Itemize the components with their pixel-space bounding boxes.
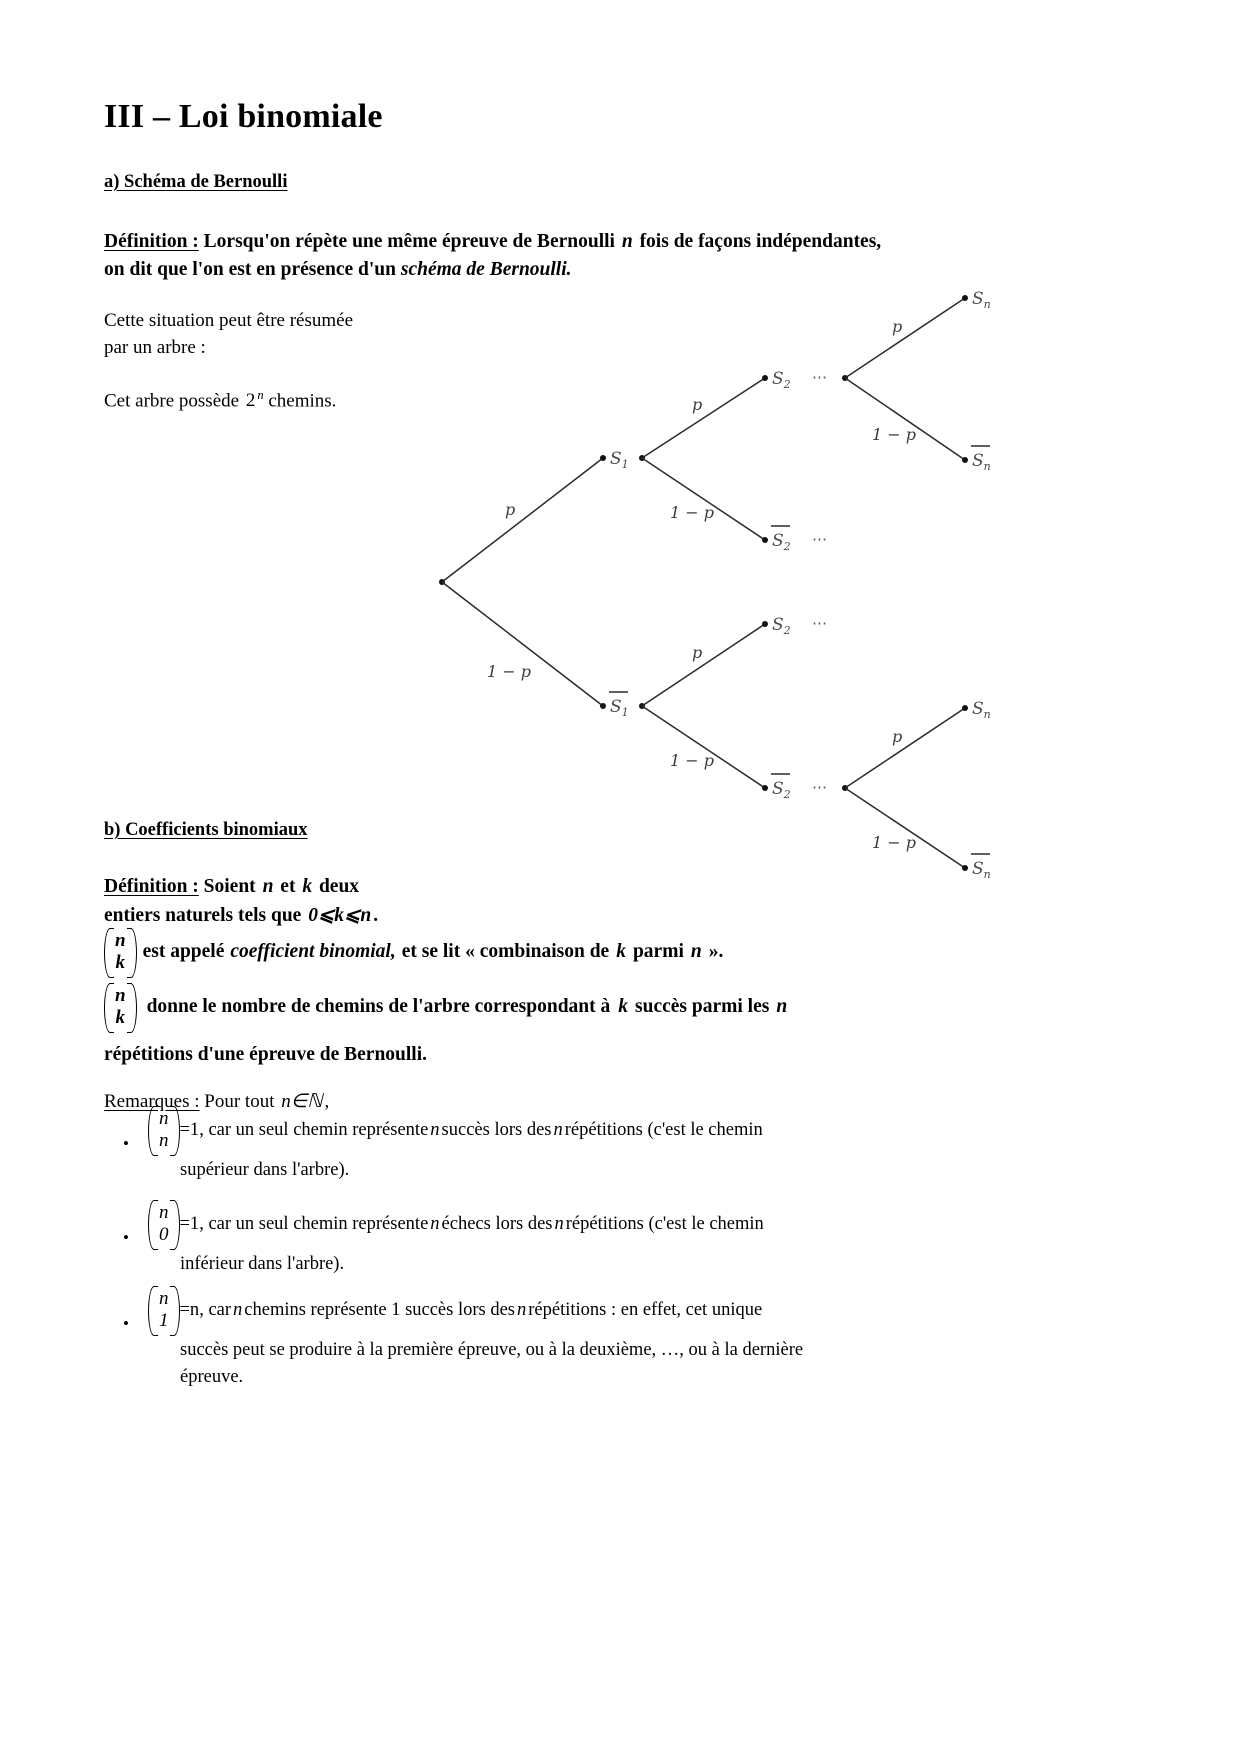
bullet2-equals: =1 xyxy=(179,1213,200,1234)
definition-label-a: Définition : xyxy=(104,231,199,252)
remark-bullet-2 xyxy=(104,1202,994,1278)
edge-label-1minusp-sn-bottom-down: 1 − p xyxy=(872,833,916,852)
remarks-intro-b: , xyxy=(324,1091,330,1112)
binomial-coefficient-tail: répétitions d'une épreuve de Bernoulli. xyxy=(104,1044,428,1065)
section-heading-a: a) Schéma de Bernoulli xyxy=(104,172,288,192)
edge-label-p-s1bar-up: p xyxy=(692,643,703,662)
binom-n-choose-0 xyxy=(148,1202,180,1246)
coef2-text-b: succès parmi les xyxy=(635,996,770,1017)
paths-base: 2 xyxy=(245,390,256,412)
bullet-marker-2: • xyxy=(123,1228,129,1247)
bullet2-text-a: , car un seul chemin représente xyxy=(199,1213,429,1234)
definition-text-b1b: deux xyxy=(318,876,360,897)
definition-emph-a: schéma de Bernoulli. xyxy=(400,259,572,280)
bullet1-binom-bottom: n xyxy=(159,1130,169,1151)
definition-and: et xyxy=(280,876,296,897)
bullet3-continuation: succès peut se produire à la première épreuve, ou à la deuxième, …, ou à la dernière xyxy=(180,1340,804,1360)
node-label-S2-bottom: $S_2$ xyxy=(772,615,791,637)
definition-text-b1a: Soient xyxy=(203,876,256,897)
definition-var-n-b: n xyxy=(262,876,274,897)
coef1-var-k: k xyxy=(616,941,626,962)
paths-exponent: n xyxy=(257,388,264,402)
edge-label-p-sn-top-up: p xyxy=(892,317,903,336)
coef1-text-d: ». xyxy=(708,941,724,962)
binomial-coefficient-statement-1 xyxy=(104,930,964,974)
bullet3-var-2: n xyxy=(517,1299,527,1320)
tree-note-line1: Cette situation peut être résumée xyxy=(104,310,354,331)
bullet3-text-a: , car xyxy=(199,1299,232,1320)
edge-label-1minusp-s1-down: 1 − p xyxy=(670,503,714,522)
node-label-S2-top: $S_2$ xyxy=(772,369,791,391)
paths-text-2: chemins. xyxy=(268,390,337,412)
section-heading-b: b) Coefficients binomiaux xyxy=(104,820,308,840)
edge-label-p-s1-up: p xyxy=(692,395,703,414)
paths-text-1: Cet arbre possède xyxy=(104,390,240,412)
node-label-S1bar: $S_1$ xyxy=(610,697,629,719)
bullet2-text-b: échecs lors des xyxy=(441,1213,553,1234)
binom-top-1: n xyxy=(115,930,126,951)
page-title: III – Loi binomiale xyxy=(104,98,383,135)
ellipsis-top-2: ⋯ xyxy=(812,530,828,548)
ellipsis-top: ⋯ xyxy=(812,368,828,386)
bullet2-var-1: n xyxy=(430,1213,440,1234)
binom-n-choose-k-1 xyxy=(104,930,137,974)
bullet-marker-3: • xyxy=(123,1314,129,1333)
binom-bottom-1: k xyxy=(115,952,126,973)
bernoulli-tree-diagram xyxy=(420,270,1030,890)
bullet1-var-1: n xyxy=(430,1119,440,1140)
bullet1-text-c: répétitions (c'est le chemin xyxy=(564,1119,763,1140)
remark-bullet-1 xyxy=(104,1108,994,1184)
definition-text-a2: fois de façons indépendantes, on dit que l'on est en présence d'un xyxy=(104,231,882,280)
coef2-var-n: n xyxy=(776,996,788,1017)
coef2-text-a: donne le nombre de chemins de l'arbre correspondant à xyxy=(146,996,611,1017)
definition-binomial-coefficient xyxy=(104,872,524,930)
bullet3-continuation-2: épreuve. xyxy=(180,1367,244,1387)
bullet3-equals: =n xyxy=(179,1299,200,1320)
coef1-text-b: et se lit « combinaison de xyxy=(401,941,610,962)
bullet3-var-1: n xyxy=(233,1299,243,1320)
definition-text-a1: Lorsqu'on répète une même épreuve de Bernoulli xyxy=(203,231,615,252)
bullet1-text-a: , car un seul chemin représente xyxy=(199,1119,429,1140)
edge-label-1minusp-sn-top-down: 1 − p xyxy=(872,425,916,444)
binomial-coefficient-statement-2 xyxy=(104,985,1004,1029)
node-label-Snbar-bottom: $S_n$ xyxy=(972,859,991,881)
bullet3-text-c: répétitions : en effet, cet unique xyxy=(528,1299,763,1320)
bullet3-binom-bottom: 1 xyxy=(159,1310,169,1331)
definition-var-n: n xyxy=(621,231,633,252)
coef1-var-n: n xyxy=(690,941,702,962)
binom-n-choose-n xyxy=(148,1108,180,1152)
edge-label-1minusp-root-down: 1 − p xyxy=(487,662,531,681)
definition-text-b2a: entiers naturels tels que xyxy=(104,905,302,926)
definition-condition: 0⩽k⩽n xyxy=(308,905,372,926)
remarks-intro-var: n∈ℕ xyxy=(281,1091,323,1112)
bullet2-binom-top: n xyxy=(159,1202,169,1223)
edge-label-p-root-up: p xyxy=(505,500,516,519)
bullet1-var-2: n xyxy=(553,1119,563,1140)
ellipsis-bottom-2: ⋯ xyxy=(812,778,828,796)
node-label-Sn-bottom: $S_n$ xyxy=(972,699,991,721)
node-label-Sn-top: $S_n$ xyxy=(972,289,991,311)
bullet1-binom-top: n xyxy=(159,1108,169,1129)
tree-note-line2: par un arbre : xyxy=(104,337,206,358)
remarks-label: Remarques : xyxy=(104,1091,200,1112)
binom-top-2: n xyxy=(115,985,126,1006)
binom-bottom-2: k xyxy=(115,1007,126,1028)
coef1-text-a: est appelé xyxy=(142,941,225,962)
bullet3-binom-top: n xyxy=(159,1288,169,1309)
bullet2-continuation: inférieur dans l'arbre). xyxy=(180,1254,345,1274)
bullet1-equals: =1 xyxy=(179,1119,200,1140)
remarks-intro-a: Pour tout xyxy=(204,1091,275,1112)
bullet2-binom-bottom: 0 xyxy=(159,1224,169,1245)
bullet-marker-1: • xyxy=(123,1134,129,1153)
ellipsis-bottom: ⋯ xyxy=(812,614,828,632)
bullet3-text-b: chemins représente 1 succès lors des xyxy=(244,1299,516,1320)
node-label-S2bar-bottom: $S_2$ xyxy=(772,779,791,801)
binom-n-choose-1 xyxy=(148,1288,180,1332)
node-label-S1: $S_1$ xyxy=(610,449,629,471)
bullet2-text-c: répétitions (c'est le chemin xyxy=(565,1213,764,1234)
coef1-emph: coefficient binomial, xyxy=(230,941,396,962)
remark-bullet-3 xyxy=(104,1288,994,1391)
coef1-text-c: parmi xyxy=(632,941,684,962)
bullet1-text-b: succès lors des xyxy=(441,1119,552,1140)
definition-var-k-b: k xyxy=(302,876,313,897)
definition-label-b: Définition : xyxy=(104,876,199,897)
node-label-S2bar-top: $S_2$ xyxy=(772,531,791,553)
coef2-var-k: k xyxy=(618,996,629,1017)
edge-label-1minusp-s1bar-down: 1 − p xyxy=(670,751,714,770)
bullet2-var-2: n xyxy=(554,1213,564,1234)
bullet1-continuation: supérieur dans l'arbre). xyxy=(180,1160,350,1180)
edge-label-p-sn-bottom-up: p xyxy=(892,727,903,746)
node-label-Snbar-top: $S_n$ xyxy=(972,451,991,473)
definition-text-b2b: . xyxy=(373,905,379,926)
binom-n-choose-k-2 xyxy=(104,985,137,1029)
